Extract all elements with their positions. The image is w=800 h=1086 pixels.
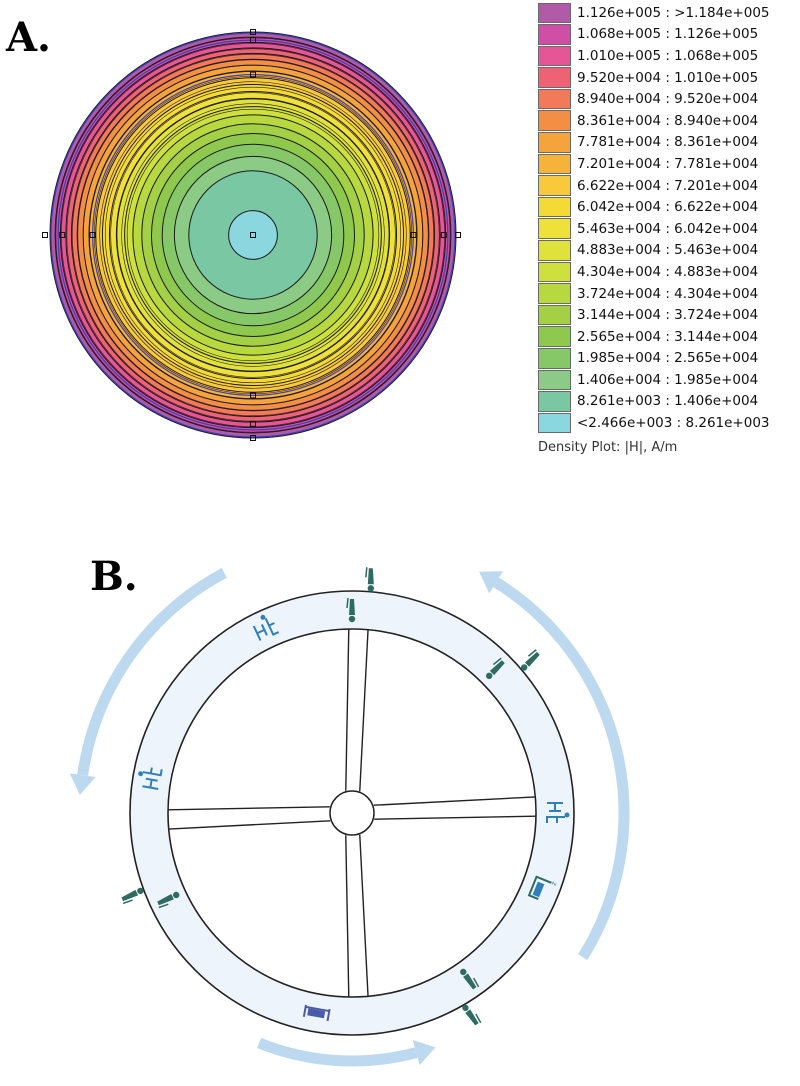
legend-row (538, 240, 800, 262)
legend-swatch (538, 218, 571, 239)
field-density-disc (40, 28, 466, 454)
legend-swatch (538, 110, 571, 131)
legend-row (538, 88, 800, 110)
svg-text:z: z (549, 880, 559, 887)
legend-swatch (538, 67, 571, 88)
legend-swatch (538, 305, 571, 326)
legend-swatch (538, 348, 571, 369)
legend-row (538, 196, 800, 218)
legend-row (538, 369, 800, 391)
rotation-arrow-bottom (259, 1040, 435, 1065)
legend-range-label: 2.565e+004 : 3.144e+004 (577, 328, 759, 345)
density-band (229, 211, 278, 260)
legend-row (538, 412, 800, 434)
density-legend (538, 2, 800, 455)
rotating-habitat-wheel (0, 540, 800, 1086)
legend-range-label: 1.126e+005 : >1.184e+005 (577, 4, 770, 21)
legend-range-label: 5.463e+004 : 6.042e+004 (577, 220, 759, 237)
legend-swatch (538, 391, 571, 412)
legend-range-label: 4.883e+004 : 5.463e+004 (577, 242, 759, 259)
legend-swatch (538, 175, 571, 196)
legend-swatch (538, 240, 571, 261)
legend-swatch (538, 326, 571, 347)
legend-range-label: 8.361e+004 : 8.940e+004 (577, 112, 759, 129)
legend-row (538, 304, 800, 326)
legend-swatch (538, 3, 571, 24)
legend-row (538, 110, 800, 132)
legend-row (538, 283, 800, 305)
legend-range-label: <2.466e+003 : 8.261e+003 (577, 415, 770, 432)
person-lying-icon (120, 887, 145, 905)
legend-row (538, 326, 800, 348)
legend-swatch (538, 154, 571, 175)
legend-row (538, 391, 800, 413)
legend-swatch (538, 413, 571, 434)
legend-row (538, 218, 800, 240)
panel-a-label: A. (6, 14, 51, 61)
legend-row (538, 45, 800, 67)
legend-range-label: 3.144e+004 : 3.724e+004 (577, 307, 759, 324)
legend-range-label: 8.940e+004 : 9.520e+004 (577, 91, 759, 108)
legend-swatch (538, 262, 571, 283)
legend-row (538, 2, 800, 24)
legend-range-label: 3.724e+004 : 4.304e+004 (577, 285, 759, 302)
legend-swatch (538, 89, 571, 110)
legend-swatch (538, 370, 571, 391)
person-lying-icon (366, 567, 374, 591)
legend-row (538, 348, 800, 370)
legend-rows (538, 2, 800, 434)
legend-swatch (538, 132, 571, 153)
legend-row (538, 67, 800, 89)
legend-range-label: 4.304e+004 : 4.883e+004 (577, 263, 759, 280)
legend-range-label: 7.781e+004 : 8.361e+004 (577, 134, 759, 151)
legend-range-label: 6.622e+004 : 7.201e+004 (577, 177, 759, 194)
person-lying-icon (518, 649, 541, 672)
legend-range-label: 9.520e+004 : 1.010e+005 (577, 69, 759, 86)
legend-swatch (538, 283, 571, 304)
legend-row (538, 175, 800, 197)
legend-swatch (538, 24, 571, 45)
legend-row (538, 261, 800, 283)
legend-range-label: 7.201e+004 : 7.781e+004 (577, 155, 759, 172)
legend-range-label: 1.406e+004 : 1.985e+004 (577, 371, 759, 388)
panel-b-label: B. (90, 553, 138, 600)
legend-caption: Density Plot: |H|, A/m (538, 439, 678, 455)
mesh-node-marker (43, 233, 48, 238)
central-hub (330, 791, 374, 835)
legend-swatch (538, 197, 571, 218)
legend-row (538, 153, 800, 175)
legend-row (538, 24, 800, 46)
legend-row (538, 132, 800, 154)
legend-range-label: 1.985e+004 : 2.565e+004 (577, 350, 759, 367)
legend-range-label: 1.010e+005 : 1.068e+005 (577, 47, 759, 64)
legend-range-label: 6.042e+004 : 6.622e+004 (577, 199, 759, 216)
legend-range-label: 8.261e+003 : 1.406e+004 (577, 393, 759, 410)
legend-swatch (538, 46, 571, 67)
person-lying-icon (461, 1002, 482, 1027)
legend-range-label: 1.068e+005 : 1.126e+005 (577, 26, 759, 43)
